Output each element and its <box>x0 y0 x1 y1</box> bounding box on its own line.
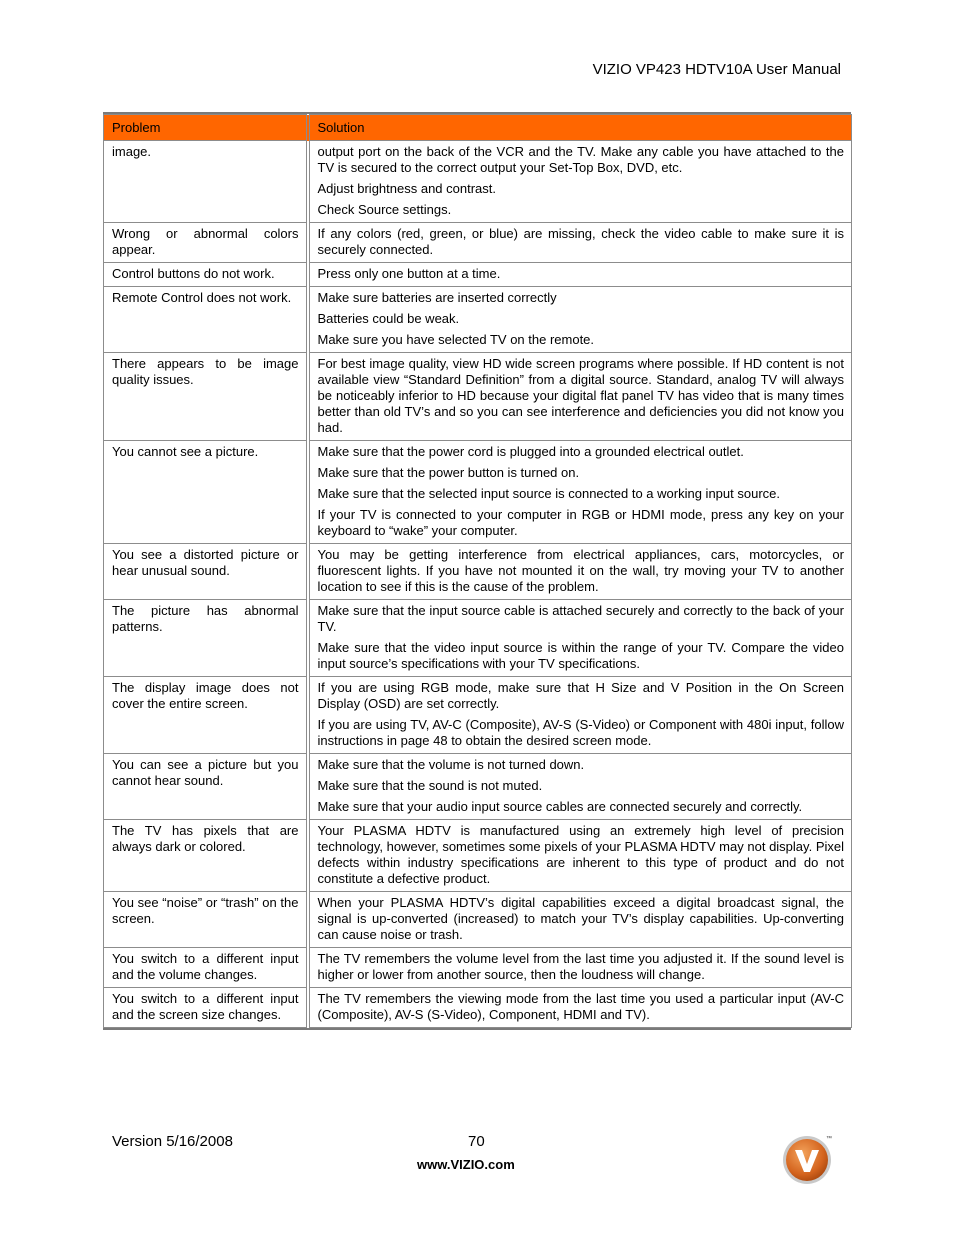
table-row <box>104 353 852 441</box>
problem-cell: You switch to a different input and the volume changes. <box>104 948 308 988</box>
solution-cell <box>308 544 852 600</box>
problem-cell: You switch to a different input and the screen size changes. <box>104 988 308 1028</box>
footer-version: Version 5/16/2008 <box>112 1133 233 1150</box>
solution-text: Your PLASMA HDTV is manufactured using an extremely high level of precision technology, however, sometimes some pixels of your PLASMA HDTV may not display. Pixel defects within industry specifications are inherent to this type of product and do not constitute a defective product. <box>317 823 844 886</box>
solution-text: You may be getting interference from electrical appliances, cars, motorcycles, or fluorescent lights. If you have not mounted it on the wall, try moving your TV to another location to see if this is the cause of the problem. <box>317 547 844 594</box>
solution-text: If you are using RGB mode, make sure that H Size and V Position in the On Screen Display (OSD) are set correctly. <box>317 680 844 711</box>
solution-text: Make sure that the volume is not turned down. <box>317 757 585 772</box>
solution-cell <box>308 353 852 441</box>
table-row <box>104 988 852 1028</box>
table-row <box>104 754 852 820</box>
solution-text: Make sure that your audio input source cables are connected securely and correctly. <box>317 799 803 814</box>
solution-text: The TV remembers the viewing mode from the last time you used a particular input (AV-C (Composite), AV-S (S-Video), Component, HDMI and TV). <box>317 991 844 1022</box>
table-row <box>104 820 852 892</box>
solution-cell <box>308 600 852 677</box>
problem-cell: You see “noise” or “trash” on the screen. <box>104 892 308 948</box>
page-header-title: VIZIO VP423 HDTV10A User Manual <box>592 61 841 78</box>
solution-text: Make sure batteries are inserted correctly <box>317 290 557 305</box>
solution-cell <box>308 677 852 754</box>
table-row <box>104 287 852 353</box>
solution-cell <box>308 948 852 988</box>
solution-text: Make sure you have selected TV on the remote. <box>317 332 595 347</box>
table-row <box>104 223 852 263</box>
table-row <box>104 600 852 677</box>
column-header-problem: Problem <box>104 115 308 141</box>
solution-text: Make sure that the sound is not muted. <box>317 778 543 793</box>
table-row <box>104 677 852 754</box>
problem-cell: The TV has pixels that are always dark or colored. <box>104 820 308 892</box>
table-row <box>104 892 852 948</box>
table-row <box>104 441 852 544</box>
problem-cell: You can see a picture but you cannot hear sound. <box>104 754 308 820</box>
solution-cell <box>308 223 852 263</box>
problem-cell: You see a distorted picture or hear unusual sound. <box>104 544 308 600</box>
problem-cell: The picture has abnormal patterns. <box>104 600 308 677</box>
problem-cell: You cannot see a picture. <box>104 441 308 544</box>
solution-cell <box>308 988 852 1028</box>
solution-cell <box>308 287 852 353</box>
trademark-symbol: ™ <box>826 1136 832 1142</box>
troubleshooting-table <box>103 112 851 1030</box>
table-row <box>104 544 852 600</box>
problem-cell: The display image does not cover the entire screen. <box>104 677 308 754</box>
solution-text: Make sure that the video input source is within the range of your TV. Compare the video input source’s specifications with your TV specifications. <box>317 640 844 671</box>
solution-cell <box>308 820 852 892</box>
solution-text: Adjust brightness and contrast. <box>317 181 496 196</box>
solution-text: Make sure that the input source cable is attached securely and correctly to the back of your TV. <box>317 603 844 634</box>
solution-text: If any colors (red, green, or blue) are missing, check the video cable to make sure it is securely connected. <box>317 226 844 257</box>
problem-cell: image. <box>104 141 308 223</box>
solution-cell <box>308 141 852 223</box>
page-number: 70 <box>468 1133 485 1150</box>
solution-text: Make sure that the power cord is plugged into a grounded electrical outlet. <box>317 444 744 459</box>
solution-text: Make sure that the selected input source is connected to a working input source. <box>317 486 780 501</box>
solution-cell <box>308 892 852 948</box>
solution-text: Press only one button at a time. <box>317 266 501 281</box>
solution-text: For best image quality, view HD wide screen programs where possible. If HD content is not available view “Standard Definition” from a digital source. Standard, analog TV will always be noticeably inferior to HD because your digital flat panel TV has video that is many times better than old TV’s and so you can see interference and deficiencies you did not know you had. <box>317 356 844 435</box>
solution-text: When your PLASMA HDTV’s digital capabilities exceed a digital broadcast signal, the signal is up-converted (increased) to match your TV’s display capabilities. Up-converting can cause noise or trash. <box>317 895 844 942</box>
table-body <box>104 141 852 1028</box>
solution-cell <box>308 263 852 287</box>
vizio-logo-icon <box>780 1131 836 1187</box>
footer-url: www.VIZIO.com <box>417 1157 515 1172</box>
problem-cell: Remote Control does not work. <box>104 287 308 353</box>
problem-cell: Wrong or abnormal colors appear. <box>104 223 308 263</box>
column-header-solution: Solution <box>308 115 852 141</box>
solution-text: Check Source settings. <box>317 202 452 217</box>
solution-text: The TV remembers the volume level from the last time you adjusted it. If the sound level is higher or lower from another source, then the loudness will change. <box>317 951 844 982</box>
table-header-row <box>104 115 852 141</box>
table-row <box>104 263 852 287</box>
table-row <box>104 948 852 988</box>
problem-cell: Control buttons do not work. <box>104 263 308 287</box>
solution-cell <box>308 754 852 820</box>
solution-text: Make sure that the power button is turned on. <box>317 465 580 480</box>
problem-cell: There appears to be image quality issues. <box>104 353 308 441</box>
solution-text: Batteries could be weak. <box>317 311 460 326</box>
solution-text: If you are using TV, AV-C (Composite), AV-S (S-Video) or Component with 480i input, follow instructions in page 48 to obtain the desired screen mode. <box>317 717 844 748</box>
solution-text: output port on the back of the VCR and the TV. Make any cable you have attached to the TV is secured to the correct output your Set-Top Box, DVD, etc. <box>317 144 844 175</box>
table-row <box>104 141 852 223</box>
solution-cell <box>308 441 852 544</box>
solution-text: If your TV is connected to your computer in RGB or HDMI mode, press any key on your keyboard to “wake” your computer. <box>317 507 844 538</box>
